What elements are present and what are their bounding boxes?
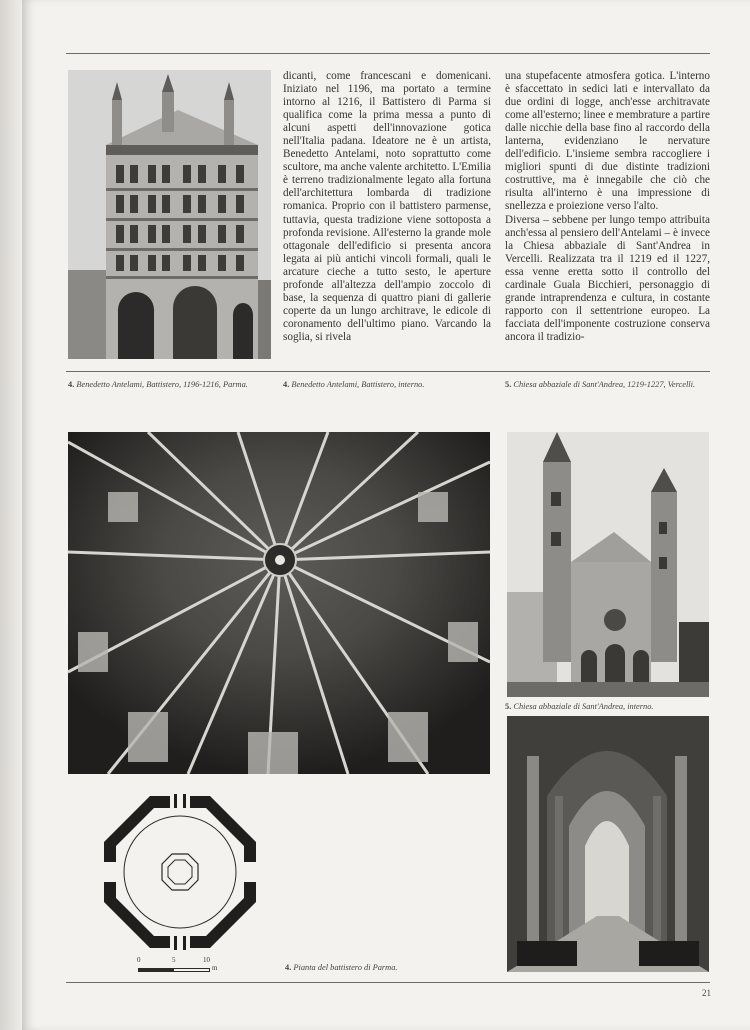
caption-number: 5. bbox=[505, 702, 512, 711]
scale-label-10: 10 bbox=[203, 956, 210, 964]
scale-unit: m bbox=[212, 964, 218, 972]
caption-number: 4. bbox=[68, 380, 75, 389]
caption-baptistery-exterior bbox=[68, 380, 273, 390]
sant-andrea-exterior-photo bbox=[507, 432, 709, 697]
caption-text: Pianta del battistero di Parma. bbox=[293, 963, 398, 972]
book-gutter bbox=[0, 0, 22, 1030]
caption-baptistery-interior bbox=[283, 380, 488, 390]
baptistery-floor-plan bbox=[100, 792, 260, 952]
scale-label-5: 5 bbox=[172, 956, 176, 964]
caption-number: 4. bbox=[285, 963, 292, 972]
scale-label-0: 0 bbox=[137, 956, 141, 964]
caption-sant-andrea-interior bbox=[505, 702, 710, 712]
column-1-text: dicanti, come francescani e domenicani. Iniziato nel 1196, ma portato a termine intorno al 1216, il Battistero di Parma si qualifica come la prima messa a punto di alcuni aspetti dell'innovazione gotica nell'Italia padana. Ideatore ne è un artista, Benedetto Antelami, noto soprattutto come scultore, ma anche valente architetto. L'Emilia è terreno tradizionalmente legato alla fortuna dell'architettura lombarda di tradizione romanica. Proprio con il battistero parmense, tuttavia, questa tradizione viene sottoposta a profonda revisione. All'esterno la grande mole ottagonale dell'edificio si presenta ancora legata ai più antichi vincoli formali, quali le arcature cieche a tutto sesto, le aperture profonde all'altezza dell'ampio zoccolo di base, la sequenza di quattro piani di gallerie coperte da un lungo architrave, le edicole di coronamento dell'ultimo piano. Varcando la soglia, si rivela bbox=[283, 70, 491, 343]
top-rule bbox=[66, 53, 710, 54]
mid-rule bbox=[66, 371, 710, 372]
caption-floor-plan bbox=[285, 963, 490, 973]
caption-text: Chiesa abbaziale di Sant'Andrea, 1219-1227, Vercelli. bbox=[513, 380, 696, 389]
column-2-paragraph-2: Diversa – sebbene per lungo tempo attribuita anch'essa al pensiero dell'Antelami – è invece la Chiesa abbaziale di Sant'Andrea in Vercelli. Realizzata tra il 1219 ed il 1227, essa venne eretta sotto il controllo del cardinale Guala Bicchieri, personaggio di grande intraprendenza e cultura, in costante rapporto con il settentrione europeo. La facciata dell'imponente costruzione conserva ancora il tradizio- bbox=[505, 213, 710, 343]
caption-text: Chiesa abbaziale di Sant'Andrea, interno. bbox=[513, 702, 654, 711]
caption-number: 5. bbox=[505, 380, 512, 389]
caption-sant-andrea-exterior bbox=[505, 380, 700, 390]
page-number: 21 bbox=[702, 988, 711, 998]
sant-andrea-interior-photo bbox=[507, 716, 709, 972]
caption-text: Benedetto Antelami, Battistero, 1196-1216, Parma. bbox=[76, 380, 248, 389]
baptistery-dome-photo bbox=[68, 432, 490, 774]
caption-number: 4. bbox=[283, 380, 290, 389]
caption-text: Benedetto Antelami, Battistero, interno. bbox=[291, 380, 425, 389]
column-2-paragraph-1: una stupefacente atmosfera gotica. L'interno è sfaccettato in sedici lati e intervallato da due ordini di logge, anch'esse architravate come all'esterno; linee e membrature a partire dalle nicchie della base fino al raccordo della lanterna, evidenziano le nervature dell'edificio. L'insieme sembra raccogliere i migliori spunti di due distinte tradizioni costruttive, ma è innegabile che ciò che risulta all'interno è una impressione di snellezza e proiezione verso l'alto. bbox=[505, 70, 710, 213]
baptistery-exterior-photo bbox=[68, 70, 271, 359]
bottom-rule bbox=[66, 982, 710, 983]
text-column-2 bbox=[505, 70, 710, 344]
text-column-1 bbox=[283, 70, 491, 344]
